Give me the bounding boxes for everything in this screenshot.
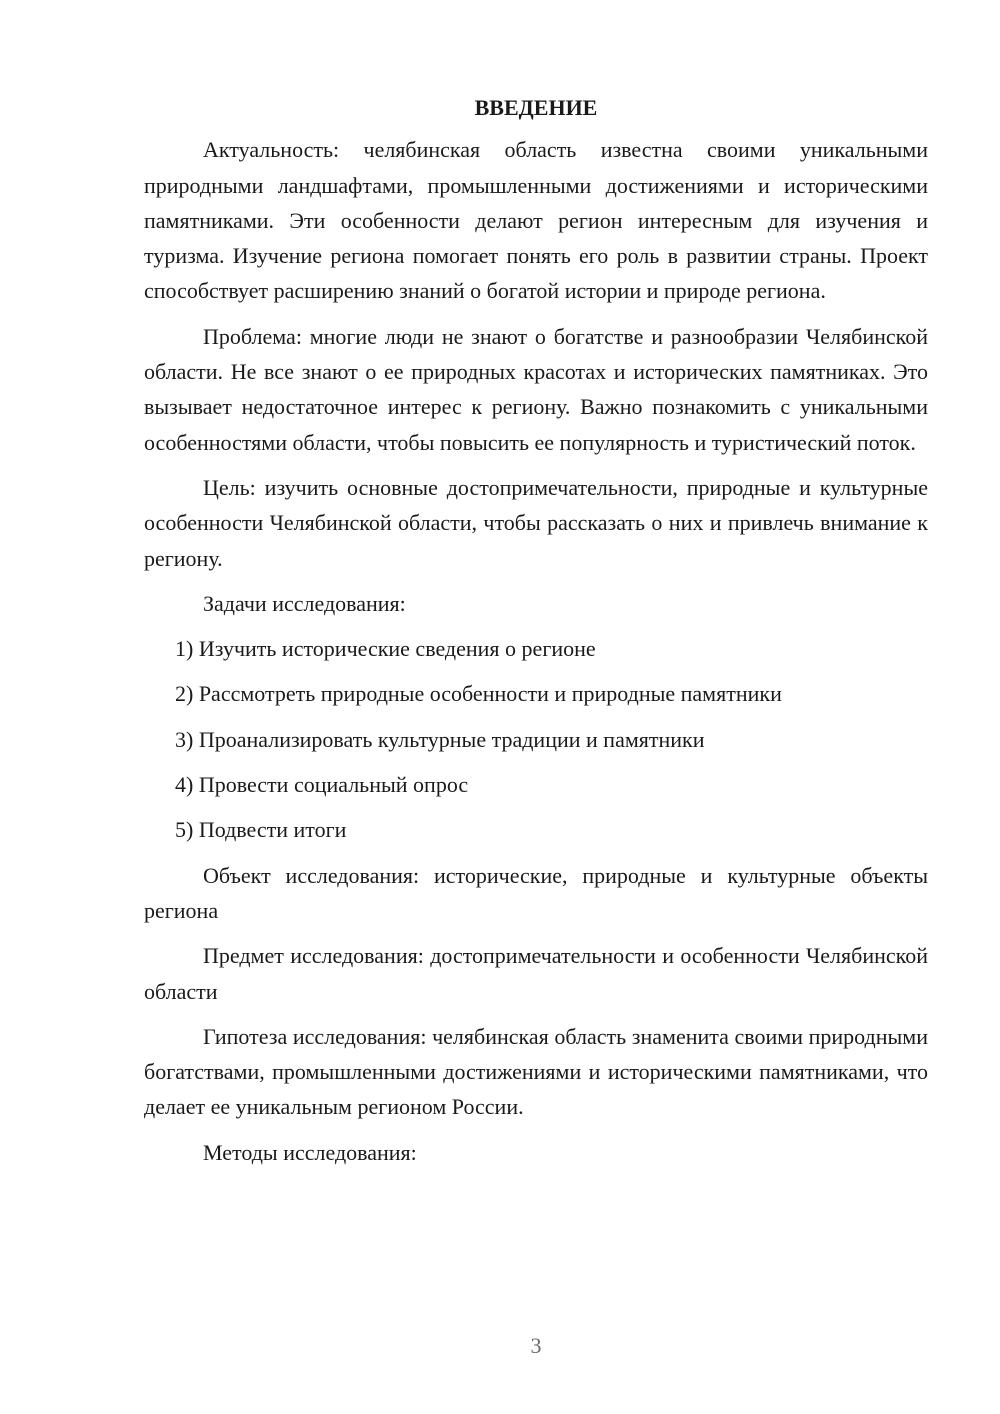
- hypothesis-paragraph: Гипотеза исследования: челябинская область знаменита своими природными богатствами, промышленными достижениями и историческими памятниками, что делает ее уникальным регионом России.: [144, 1023, 928, 1120]
- section-title: ВВЕДЕНИЕ: [474, 95, 598, 120]
- goal-paragraph: Цель: изучить основные достопримечательности, природные и культурные особенности Челябинской области, чтобы рассказать о них и привлечь внимание к региону.: [144, 474, 928, 571]
- relevance-paragraph: Актуальность: челябинская область известна своими уникальными природными ландшафтами, промышленными достижениями и историческими памятниками. Эти особенности делают регион интересным для изучения и туризма. Изучение региона помогает понять его роль в развитии страны. Проект способствует расширению знаний о богатой истории и природе региона.: [144, 137, 928, 304]
- task-item: 1) Изучить исторические сведения о регионе: [175, 636, 596, 662]
- problem-paragraph: Проблема: многие люди не знают о богатстве и разнообразии Челябинской области. Не все знают о ее природных красотах и исторических памятниках. Это вызывает недостаточное интерес к региону. Важно познакомить с уникальными особенностями области, чтобы повысить ее популярность и туристический поток.: [144, 323, 928, 455]
- task-item: 4) Провести социальный опрос: [175, 772, 469, 798]
- task-item: 2) Рассмотреть природные особенности и природные памятники: [175, 681, 782, 707]
- tasks-heading: Задачи исследования:: [203, 590, 406, 616]
- subject-paragraph: Предмет исследования: достопримечательности и особенности Челябинской области: [144, 943, 928, 1004]
- object-paragraph: Объект исследования: исторические, природные и культурные объекты региона: [144, 862, 928, 923]
- task-item: 3) Проанализировать культурные традиции и памятники: [175, 726, 705, 752]
- methods-heading: Методы исследования:: [203, 1139, 417, 1165]
- task-item: 5) Подвести итоги: [175, 817, 347, 843]
- page-number: 3: [530, 1333, 542, 1358]
- document-page: [144, 90, 928, 1180]
- tasks-list: [144, 631, 928, 847]
